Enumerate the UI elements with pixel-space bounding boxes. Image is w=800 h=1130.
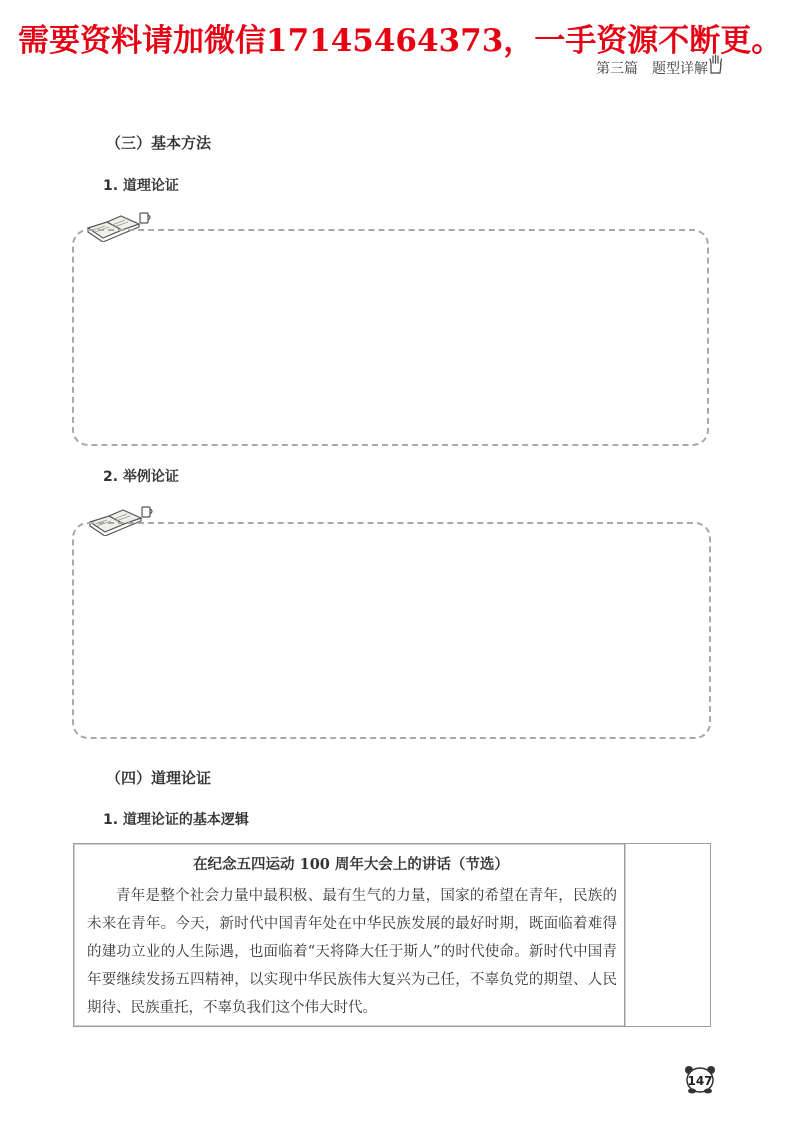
- speech-excerpt-table: [73, 843, 711, 1027]
- speech-body: 青年是整个社会力量中最积极、最有生气的力量，国家的希望在青年，民族的未来在青年。今天，新时代中国青年处在中华民族发展的最好时期，既面临着难得的建功立业的人生际遇，也面临着“天将降大任于斯人”的时代使命。新时代中国青年要继续发扬五四精神，以实现中华民族伟大复兴为己任，不辜负党的期望、人民期待、民族重托，不辜负我们这个伟大时代。: [87, 888, 617, 1016]
- running-header: [596, 58, 708, 78]
- speech-title: 在纪念五四运动 100 周年大会上的讲话（节选）: [193, 856, 509, 873]
- part-label: 第三篇: [596, 61, 638, 77]
- section-heading-reasoning-argument: （四）道理论证: [106, 769, 212, 787]
- subheading-example-argument: 2. 举例论证: [103, 469, 179, 485]
- section-heading-basic-methods: （三）基本方法: [106, 134, 212, 152]
- subheading-basic-logic: 1. 道理论证的基本逻辑: [103, 812, 249, 828]
- raised-hand-icon: [708, 54, 724, 74]
- table-column-divider: [624, 844, 625, 1026]
- watermark-banner: 需要资料请加微信17145464373，一手资源不断更。: [18, 23, 783, 59]
- speech-text-cell: [74, 844, 626, 1026]
- note-box-example[interactable]: [72, 522, 711, 739]
- note-box-reasoning[interactable]: [72, 229, 709, 446]
- chapter-title: 题型详解: [652, 61, 708, 77]
- subheading-reasoning-argument: 1. 道理论证: [103, 178, 179, 194]
- panda-page-number-icon: [684, 1064, 716, 1094]
- page-number: 147: [687, 1074, 713, 1088]
